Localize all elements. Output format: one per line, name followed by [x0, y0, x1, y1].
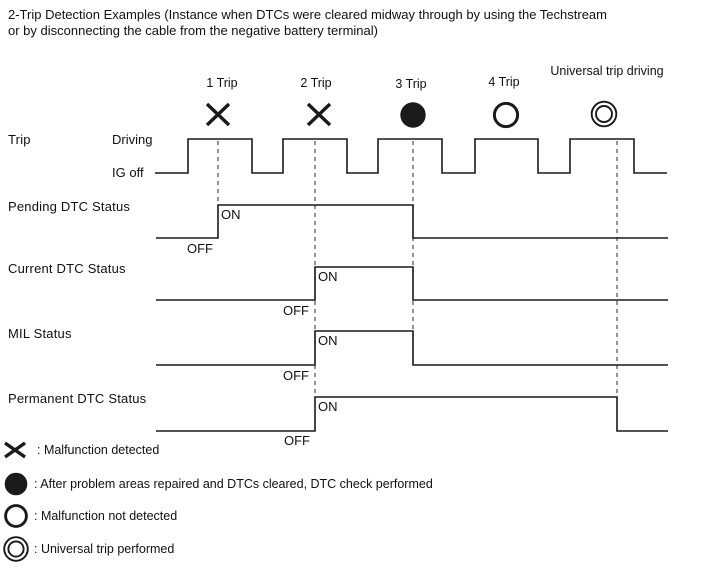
- trip-2-label: 2 Trip: [300, 76, 332, 90]
- ig-off-label: IG off: [112, 165, 144, 180]
- trip-4-label: 4 Trip: [488, 75, 520, 89]
- permanent-on-label: ON: [318, 399, 338, 414]
- dtc-cleared-legend-icon: [4, 472, 28, 496]
- trip-1-label: 1 Trip: [206, 76, 238, 90]
- diagram-title: [8, 7, 607, 39]
- universal-trip-icon: [590, 100, 618, 128]
- trip-3-label: 3 Trip: [395, 77, 427, 91]
- mil-on-label: ON: [318, 333, 338, 348]
- dtc-cleared-icon: [399, 101, 427, 129]
- title-line-1: 2-Trip Detection Examples (Instance when DTCs were cleared midway through by using the Techstream: [8, 7, 607, 22]
- permanent-dtc-status-label: Permanent DTC Status: [8, 391, 147, 406]
- pending-off-label: OFF: [187, 241, 213, 256]
- malfunction-detected-legend-icon: [3, 441, 29, 459]
- legend-malfunction-not-detected-text: : Malfunction not detected: [34, 509, 178, 523]
- current-dtc-status-label: Current DTC Status: [8, 261, 126, 276]
- malfunction-detected-icon-1: [204, 100, 232, 128]
- malfunction-not-detected-icon: [492, 101, 520, 129]
- current-on-label: ON: [318, 269, 338, 284]
- mil-off-label: OFF: [283, 368, 309, 383]
- mil-status-label: MIL Status: [8, 326, 72, 341]
- driving-label: Driving: [112, 132, 153, 147]
- malfunction-detected-icon-2: [305, 100, 333, 128]
- universal-trip-legend-icon: [3, 536, 29, 562]
- pending-on-label: ON: [221, 207, 241, 222]
- current-off-label: OFF: [283, 303, 309, 318]
- permanent-off-label: OFF: [284, 433, 310, 448]
- legend-universal-trip-text: : Universal trip performed: [34, 542, 175, 556]
- universal-trip-label: Universal trip driving: [550, 64, 664, 78]
- malfunction-not-detected-legend-icon: [4, 504, 28, 528]
- legend-dtc-cleared-text: : After problem areas repaired and DTCs cleared, DTC check performed: [34, 477, 433, 491]
- title-line-2: or by disconnecting the cable from the negative battery terminal): [8, 23, 378, 38]
- trip-row-label: Trip: [8, 132, 31, 147]
- pending-dtc-status-label: Pending DTC Status: [8, 199, 131, 214]
- legend-malfunction-detected-text: : Malfunction detected: [37, 443, 160, 457]
